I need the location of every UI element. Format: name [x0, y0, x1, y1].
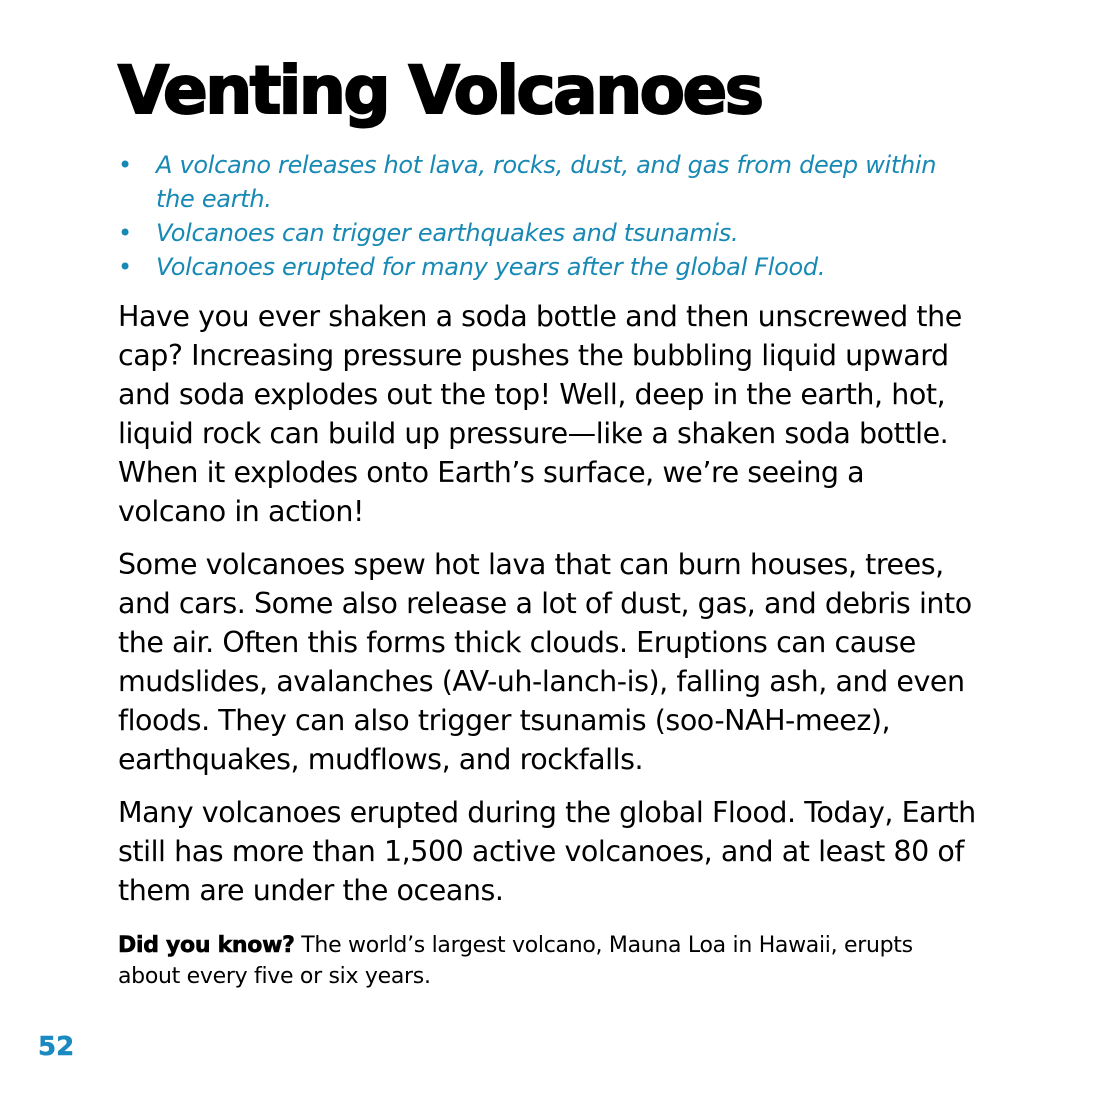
- key-point: [118, 148, 978, 216]
- page-content: [118, 46, 978, 1014]
- key-points-list: [118, 148, 978, 284]
- key-point-text: Volcanoes can trigger earthquakes and tsunamis.: [156, 219, 739, 247]
- key-point: [118, 216, 978, 250]
- body-paragraph: Have you ever shaken a soda bottle and then unscrewed the cap? Increasing pressure pushes the bubbling liquid upward and soda explodes out the top! Well, deep in the earth, hot, liquid rock can build up pressure—like a shaken soda bottle. When it explodes onto Earth’s surface, we’re seeing a volcano in action!: [118, 300, 962, 528]
- key-point-text: A volcano releases hot lava, rocks, dust, and gas from deep within the earth.: [156, 151, 937, 213]
- bullet-icon: •: [118, 253, 132, 281]
- key-point-text: Volcanoes erupted for many years after the global Flood.: [156, 253, 826, 281]
- page-title: Venting Volcanoes: [118, 52, 762, 129]
- body-paragraph: Some volcanoes spew hot lava that can burn houses, trees, and cars. Some also release a lot of dust, gas, and debris into the air. Often this forms thick clouds. Eruptions can cause mudslides, avalanches (AV-uh-lanch-is), falling ash, and even floods. They can also trigger tsunamis (soo-NAH-meez), earthquakes, mudflows, and rockfalls.: [118, 548, 972, 776]
- page-number: 52: [38, 1032, 75, 1062]
- bullet-icon: •: [118, 151, 132, 179]
- body-paragraph: Many volcanoes erupted during the global Flood. Today, Earth still has more than 1,500 active volcanoes, and at least 80 of them are under the oceans.: [118, 796, 976, 907]
- did-you-know-text: The world’s largest volcano, Mauna Loa in Hawaii, erupts about every five or six years.: [118, 933, 913, 989]
- bullet-icon: •: [118, 219, 132, 247]
- did-you-know-label: Did you know?: [118, 933, 295, 958]
- did-you-know-box: [118, 930, 978, 992]
- key-point: [118, 250, 978, 284]
